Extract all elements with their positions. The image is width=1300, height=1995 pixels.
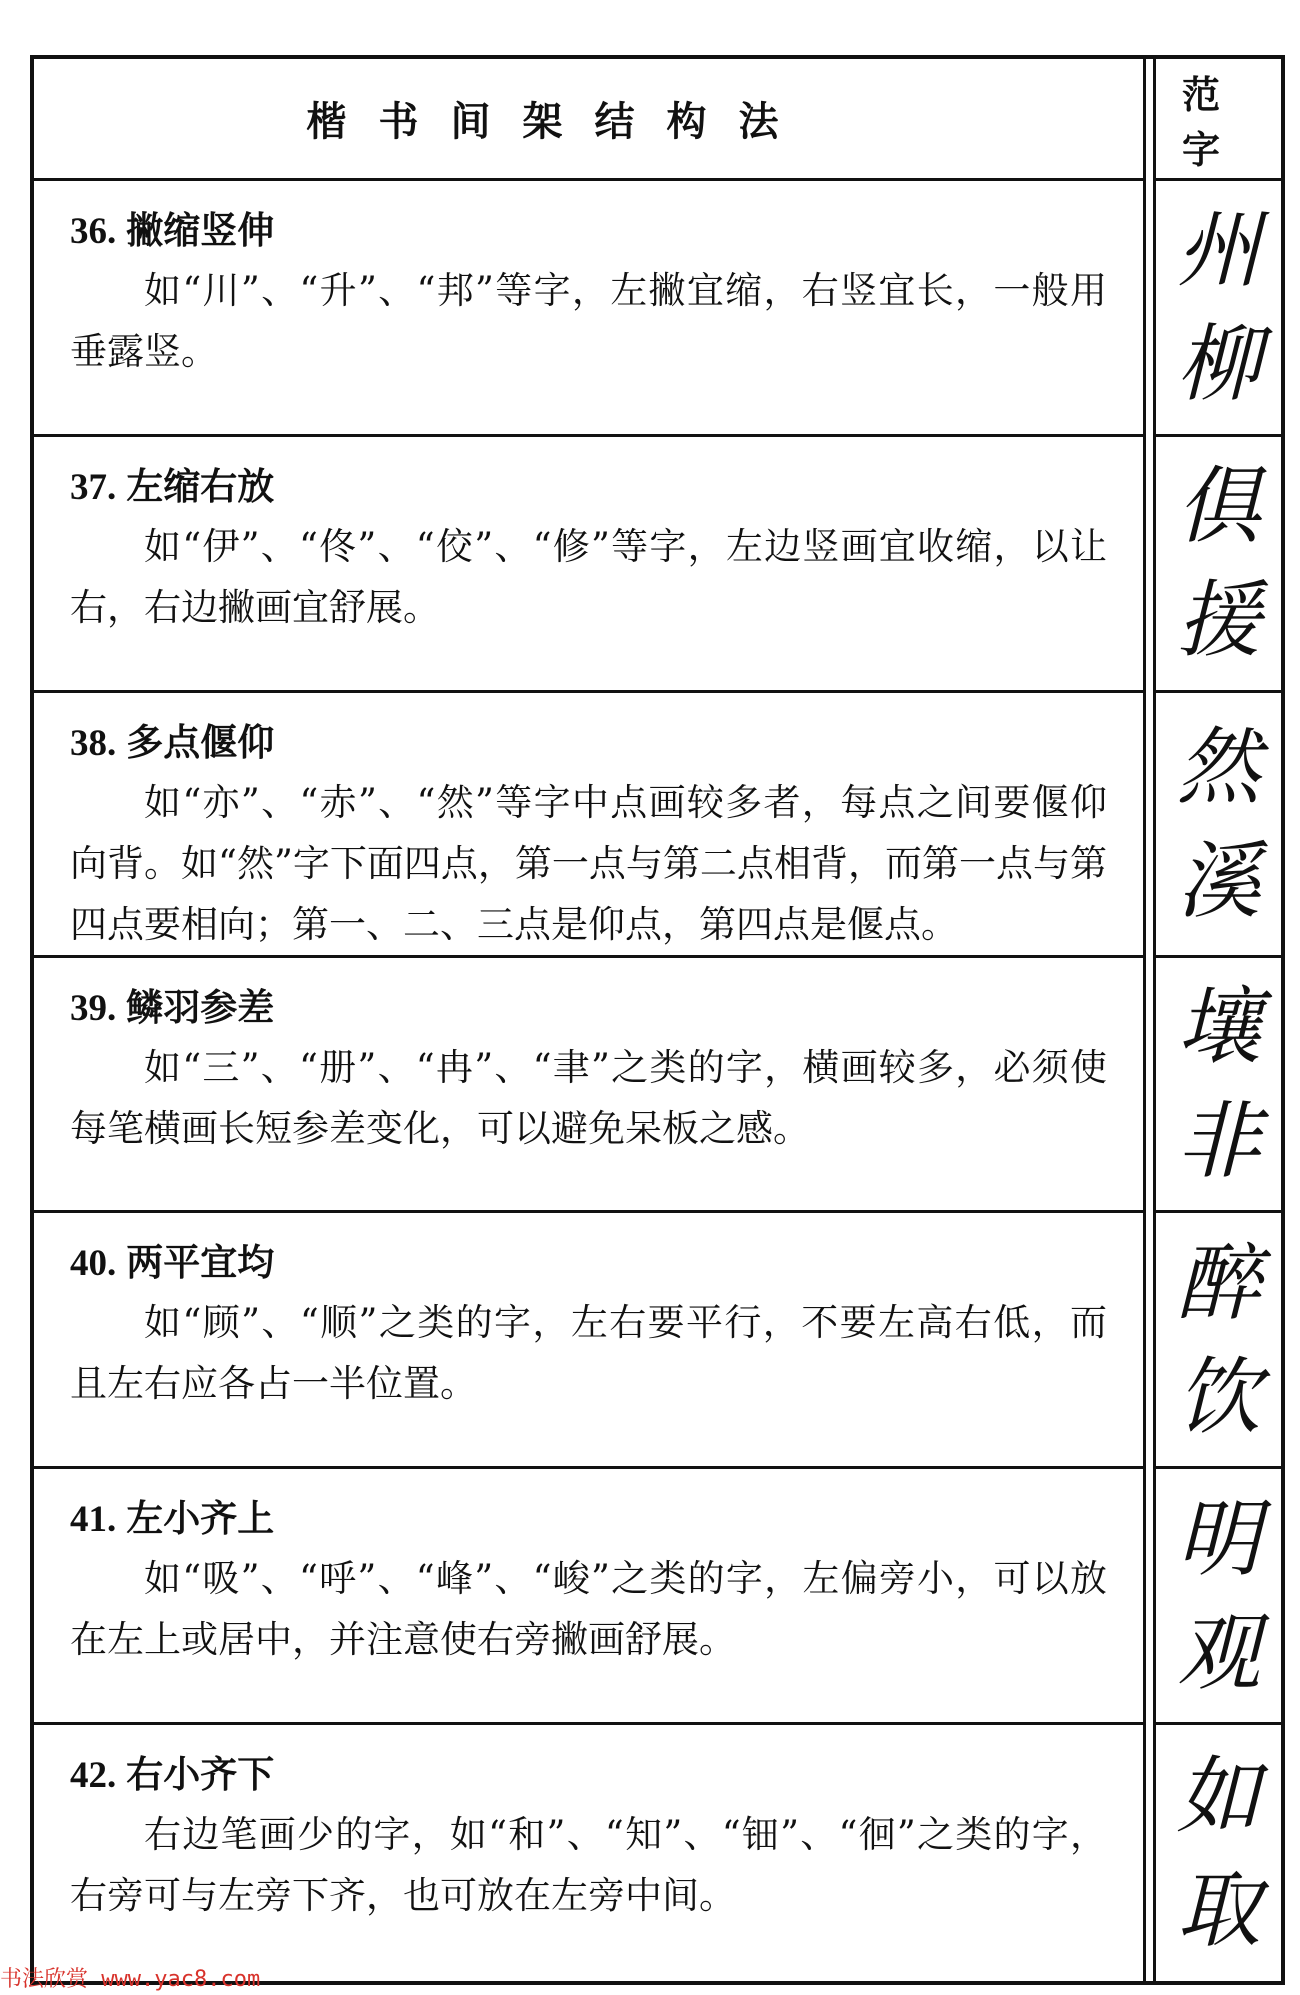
section-36 [34, 181, 1146, 437]
example-character: 俱 [1176, 457, 1261, 556]
section-body: 如“吸”、“呼”、“峰”、“峻”之类的字，左偏旁小，可以放在左上或居中，并注意使右旁撇画舒展。 [70, 1557, 1107, 1662]
example-character: 取 [1176, 1861, 1261, 1960]
example-character: 明 [1176, 1489, 1261, 1588]
section-heading [70, 1241, 1113, 1286]
structure-table [30, 55, 1285, 1985]
section-heading [70, 209, 1113, 254]
section-body: 如“伊”、“佟”、“佼”、“修”等字，左边竖画宜收缩，以让右，右边撇画宜舒展。 [70, 524, 1107, 629]
section-41 [34, 1469, 1146, 1725]
section-body: 如“川”、“升”、“邦”等字，左撇宜缩，右竖宜长，一般用垂露竖。 [70, 269, 1107, 373]
examples-38 [1153, 693, 1281, 958]
example-character: 援 [1176, 571, 1261, 670]
section-42 [34, 1725, 1146, 1981]
examples-36 [1153, 181, 1281, 437]
section-number: 39. [70, 987, 117, 1029]
section-title: 两平宜均 [126, 1241, 275, 1285]
section-body: 如“亦”、“赤”、“然”等字中点画较多者，每点之间要偃仰向背。如“然”字下面四点，第一点与第二点相背，而第一点与第四点要相向；第一、二、三点是仰点，第四点是偃点。 [70, 780, 1107, 946]
example-character: 观 [1176, 1603, 1261, 1702]
section-37 [34, 437, 1146, 693]
example-character: 如 [1176, 1747, 1261, 1846]
section-38 [34, 693, 1146, 958]
examples-37 [1153, 437, 1281, 693]
section-body: 如“三”、“册”、“冉”、“聿”之类的字，横画较多，必须使每笔横画长短参差变化，可以避免呆板之感。 [70, 1045, 1107, 1150]
section-heading [70, 1753, 1113, 1798]
section-number: 41. [70, 1499, 117, 1541]
example-character: 壤 [1176, 978, 1261, 1077]
example-character: 醉 [1176, 1233, 1261, 1332]
section-title: 多点偃仰 [126, 720, 275, 764]
examples-41 [1153, 1469, 1281, 1725]
examples-39 [1153, 958, 1281, 1214]
section-title: 鳞羽参差 [126, 985, 275, 1029]
section-heading [70, 465, 1113, 510]
section-heading [70, 986, 1113, 1031]
site-watermark: 书法欣赏 www.yac8.com [0, 1967, 261, 1992]
section-number: 42. [70, 1755, 117, 1797]
section-40 [34, 1213, 1146, 1469]
section-number: 38. [70, 722, 117, 764]
section-body: 右边笔画少的字，如“和”、“知”、“钿”、“徊”之类的字，右旁可与左旁下齐，也可放在左旁中间。 [70, 1813, 1107, 1918]
example-character: 饮 [1176, 1347, 1261, 1446]
section-title: 撇缩竖伸 [126, 209, 275, 252]
table-header-title: 楷书间架结构法 [34, 59, 1146, 181]
section-title: 左缩右放 [126, 464, 275, 508]
section-number: 36. [70, 211, 117, 252]
section-number: 37. [70, 466, 117, 508]
examples-42 [1153, 1725, 1281, 1981]
example-character: 柳 [1176, 315, 1261, 414]
section-heading [70, 721, 1113, 766]
example-character: 非 [1176, 1092, 1261, 1191]
example-character: 溪 [1176, 831, 1261, 930]
section-heading [70, 1497, 1113, 1542]
section-39 [34, 958, 1146, 1214]
section-title: 右小齐下 [126, 1753, 275, 1797]
section-title: 左小齐上 [126, 1497, 275, 1541]
example-character: 州 [1176, 201, 1261, 300]
table-header-examples: 范字 [1153, 59, 1281, 181]
section-body: 如“顾”、“顺”之类的字，左右要平行，不要左高右低，而且左右应各占一半位置。 [70, 1301, 1107, 1406]
examples-40 [1153, 1213, 1281, 1469]
section-number: 40. [70, 1243, 117, 1285]
example-character: 然 [1176, 717, 1261, 816]
